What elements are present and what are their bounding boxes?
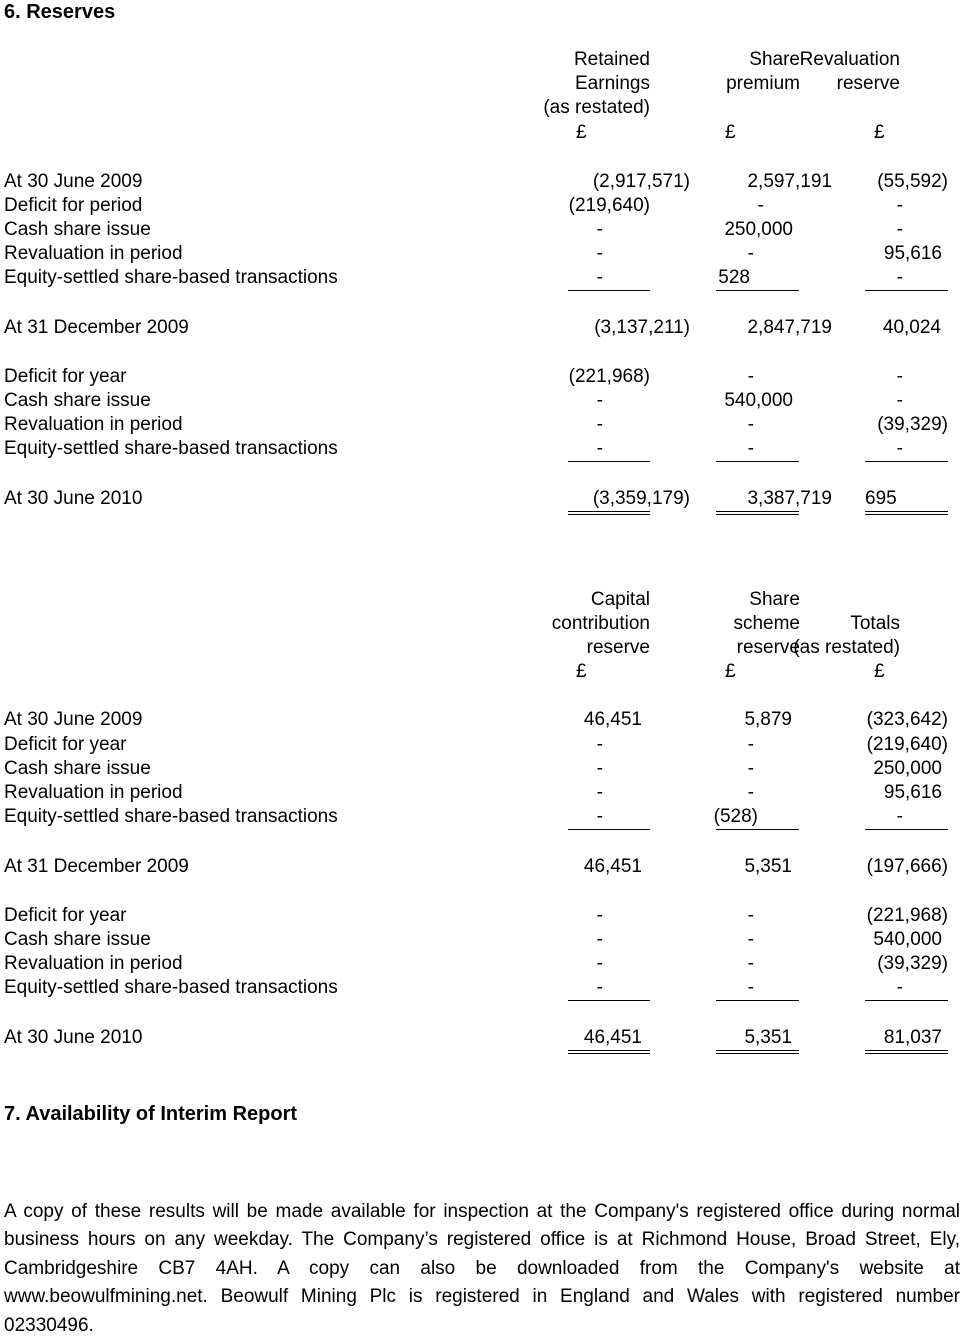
table-cell: - bbox=[596, 806, 603, 827]
t1-col3-currency: £ bbox=[874, 122, 885, 143]
availability-paragraph: A copy of these results will be made available for inspection at the Company's registered office during normal business hours on any weekday. The Company’s registered office is at Richmond House, Broad Street, Ely, Cambridgeshire CB7 4AH. A copy can also be downloaded from the Company's website at www.beowulfmining.net. Beowulf Mining Plc is registered in England and Wales with registered number 02330496. bbox=[4, 1201, 960, 1336]
t1-col2-currency: £ bbox=[725, 122, 736, 143]
t2-col3-header-line2: (as restated) bbox=[793, 637, 900, 658]
total-double-rule bbox=[716, 1050, 799, 1054]
table-cell: - bbox=[747, 414, 754, 435]
table-cell: - bbox=[747, 438, 754, 459]
table-cell: - bbox=[896, 219, 903, 240]
table-cell: - bbox=[896, 977, 903, 998]
table-cell: (3,359,179) bbox=[592, 488, 690, 509]
table-cell: - bbox=[896, 267, 903, 288]
t2-col2-header-line3: reserve bbox=[736, 637, 800, 658]
table-cell: 540,000 bbox=[873, 929, 942, 950]
table-cell: - bbox=[747, 953, 754, 974]
table-cell: (219,640) bbox=[568, 195, 650, 216]
table-cell: - bbox=[747, 905, 754, 926]
t2-col3-header-line1: Totals bbox=[850, 613, 900, 634]
t2-col2-currency: £ bbox=[725, 661, 736, 682]
total-double-rule bbox=[865, 1050, 948, 1054]
table-cell: 46,451 bbox=[583, 709, 642, 730]
subtotal-rule bbox=[568, 461, 650, 462]
table-row-label: Revaluation in period bbox=[4, 953, 183, 974]
table-cell: - bbox=[747, 734, 754, 755]
section-7-heading: 7. Availability of Interim Report bbox=[4, 1103, 298, 1125]
table-row-label: Deficit for year bbox=[4, 366, 127, 387]
table-row-label: Cash share issue bbox=[4, 929, 151, 950]
t2-col2-header-line1: Share bbox=[749, 589, 800, 610]
table-row-label: Equity-settled share-based transactions bbox=[4, 977, 338, 998]
table-cell: (39,329) bbox=[877, 414, 948, 435]
table-cell: (221,968) bbox=[568, 366, 650, 387]
table-cell: - bbox=[596, 243, 603, 264]
subtotal-rule bbox=[716, 461, 799, 462]
t2-col2-header-line2: scheme bbox=[733, 613, 800, 634]
table-cell: (528) bbox=[713, 806, 758, 827]
table-cell: - bbox=[896, 195, 903, 216]
table-cell: - bbox=[596, 219, 603, 240]
table-cell: - bbox=[596, 414, 603, 435]
subtotal-rule bbox=[716, 829, 799, 830]
table-cell: 95,616 bbox=[883, 243, 942, 264]
subtotal-rule bbox=[716, 290, 799, 291]
table-cell: (197,666) bbox=[866, 856, 948, 877]
t1-col1-header-line3: (as restated) bbox=[543, 97, 650, 118]
table-cell: 95,616 bbox=[883, 782, 942, 803]
table-cell: 695 bbox=[865, 488, 897, 509]
subtotal-rule bbox=[716, 1000, 799, 1001]
table-row-label: Deficit for period bbox=[4, 195, 143, 216]
table-cell: 5,351 bbox=[744, 856, 792, 877]
table-row-label: Equity-settled share-based transactions bbox=[4, 438, 338, 459]
t1-col1-header-line1: Retained bbox=[573, 49, 650, 70]
section-6-heading: 6. Reserves bbox=[4, 1, 116, 23]
table-row-label: At 30 June 2009 bbox=[4, 171, 143, 192]
table-cell: (323,642) bbox=[866, 709, 948, 730]
subtotal-rule bbox=[865, 461, 948, 462]
table-cell: - bbox=[596, 929, 603, 950]
table-row-label: Equity-settled share-based transactions bbox=[4, 806, 338, 827]
table-row-label: At 30 June 2010 bbox=[4, 488, 143, 509]
table-cell: 46,451 bbox=[583, 1027, 642, 1048]
t1-col2-header-line2: premium bbox=[726, 73, 800, 94]
table-row-label: At 30 June 2010 bbox=[4, 1027, 143, 1048]
t1-col1-header-line2: Earnings bbox=[575, 73, 650, 94]
table-cell: - bbox=[596, 905, 603, 926]
table-cell: - bbox=[896, 390, 903, 411]
table-cell: 528 bbox=[718, 267, 750, 288]
subtotal-rule bbox=[865, 829, 948, 830]
table-cell: (3,137,211) bbox=[594, 317, 690, 338]
table-cell: 5,879 bbox=[744, 709, 792, 730]
t1-col3-header-line1: Revaluation bbox=[799, 49, 900, 70]
table-cell: (2,917,571) bbox=[592, 171, 690, 192]
table-cell: (221,968) bbox=[866, 905, 948, 926]
table-row-label: Revaluation in period bbox=[4, 243, 183, 264]
table-cell: - bbox=[896, 366, 903, 387]
table-cell: (219,640) bbox=[866, 734, 948, 755]
table-cell: - bbox=[747, 929, 754, 950]
table-cell: - bbox=[596, 758, 603, 779]
table-cell: - bbox=[747, 977, 754, 998]
table-row-label: At 31 December 2009 bbox=[4, 317, 189, 338]
total-double-rule bbox=[568, 511, 650, 515]
table-cell: - bbox=[747, 243, 754, 264]
total-double-rule bbox=[568, 1050, 650, 1054]
subtotal-rule bbox=[568, 829, 650, 830]
table-cell: - bbox=[747, 758, 754, 779]
table-cell: 2,847,719 bbox=[747, 317, 832, 338]
table-row-label: Deficit for year bbox=[4, 905, 127, 926]
table-cell: - bbox=[896, 438, 903, 459]
table-row-label: Cash share issue bbox=[4, 219, 151, 240]
table-cell: 3,387,719 bbox=[747, 488, 832, 509]
table-cell: - bbox=[747, 366, 754, 387]
table-row-label: Revaluation in period bbox=[4, 414, 183, 435]
table-cell: (55,592) bbox=[877, 171, 948, 192]
table-row-label: Equity-settled share-based transactions bbox=[4, 267, 338, 288]
table-cell: - bbox=[757, 195, 764, 216]
t2-col1-header-line3: reserve bbox=[586, 637, 650, 658]
table-row-label: Revaluation in period bbox=[4, 782, 183, 803]
table-cell: - bbox=[596, 977, 603, 998]
table-row-label: At 30 June 2009 bbox=[4, 709, 143, 730]
table-cell: 540,000 bbox=[724, 390, 793, 411]
t2-col1-currency: £ bbox=[576, 661, 587, 682]
table-cell: - bbox=[596, 782, 603, 803]
table-row-label: Cash share issue bbox=[4, 390, 151, 411]
total-double-rule bbox=[865, 511, 948, 515]
table-row-label: Cash share issue bbox=[4, 758, 151, 779]
table-cell: 46,451 bbox=[583, 856, 642, 877]
t2-col3-currency: £ bbox=[874, 661, 885, 682]
table-cell: 5,351 bbox=[744, 1027, 792, 1048]
table-cell: - bbox=[596, 267, 603, 288]
t2-col1-header-line1: Capital bbox=[590, 589, 650, 610]
total-double-rule bbox=[716, 511, 799, 515]
t2-col1-header-line2: contribution bbox=[551, 613, 650, 634]
table-cell: 40,024 bbox=[882, 317, 941, 338]
subtotal-rule bbox=[568, 1000, 650, 1001]
table-row-label: At 31 December 2009 bbox=[4, 856, 189, 877]
table-cell: (39,329) bbox=[877, 953, 948, 974]
subtotal-rule bbox=[568, 290, 650, 291]
table-cell: - bbox=[896, 806, 903, 827]
table-cell: 250,000 bbox=[724, 219, 793, 240]
table-cell: - bbox=[596, 734, 603, 755]
table-row-label: Deficit for year bbox=[4, 734, 127, 755]
subtotal-rule bbox=[865, 290, 948, 291]
t1-col3-header-line2: reserve bbox=[836, 73, 900, 94]
t1-col2-header-line1: Share bbox=[749, 49, 800, 70]
table-cell: 81,037 bbox=[883, 1027, 942, 1048]
t1-col1-currency: £ bbox=[576, 122, 587, 143]
table-cell: 250,000 bbox=[873, 758, 942, 779]
table-cell: - bbox=[596, 953, 603, 974]
table-cell: - bbox=[747, 782, 754, 803]
subtotal-rule bbox=[865, 1000, 948, 1001]
table-cell: 2,597,191 bbox=[747, 171, 832, 192]
table-cell: - bbox=[596, 390, 603, 411]
table-cell: - bbox=[596, 438, 603, 459]
